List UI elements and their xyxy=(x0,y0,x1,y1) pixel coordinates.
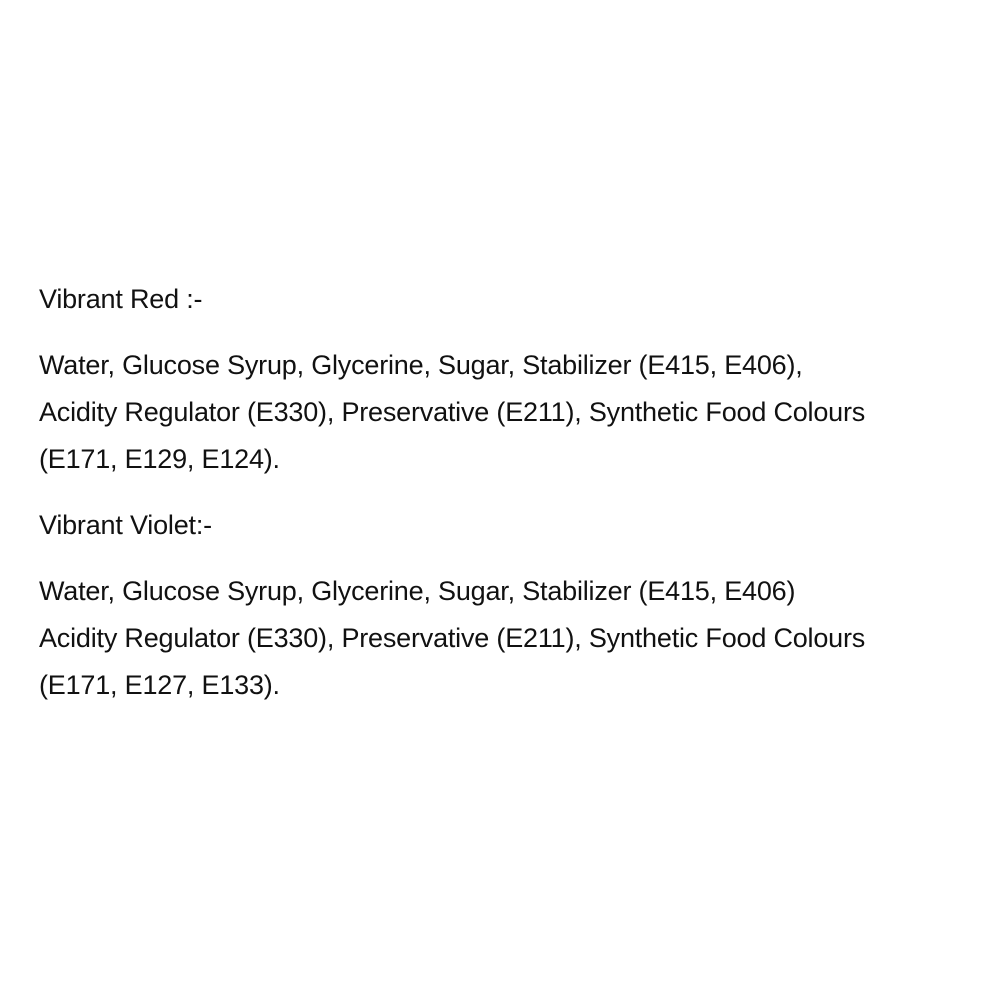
section-vibrant-red xyxy=(39,276,979,483)
ingredients-document xyxy=(39,276,979,709)
ingredients-line: (E171, E129, E124). xyxy=(39,444,280,474)
section-vibrant-violet xyxy=(39,502,979,709)
ingredients-line: Water, Glucose Syrup, Glycerine, Sugar, Stabilizer (E415, E406) xyxy=(39,576,796,606)
ingredients-paragraph-vibrant-violet xyxy=(39,568,979,709)
section-heading-vibrant-red: Vibrant Red :- xyxy=(39,284,203,314)
section-heading-vibrant-violet: Vibrant Violet:- xyxy=(39,510,212,540)
ingredients-line: Acidity Regulator (E330), Preservative (E211), Synthetic Food Colours xyxy=(39,623,866,653)
ingredients-paragraph-vibrant-red xyxy=(39,342,979,483)
ingredients-line: Acidity Regulator (E330), Preservative (E211), Synthetic Food Colours xyxy=(39,397,866,427)
ingredients-line: Water, Glucose Syrup, Glycerine, Sugar, Stabilizer (E415, E406), xyxy=(39,350,803,380)
ingredients-line: (E171, E127, E133). xyxy=(39,670,280,700)
